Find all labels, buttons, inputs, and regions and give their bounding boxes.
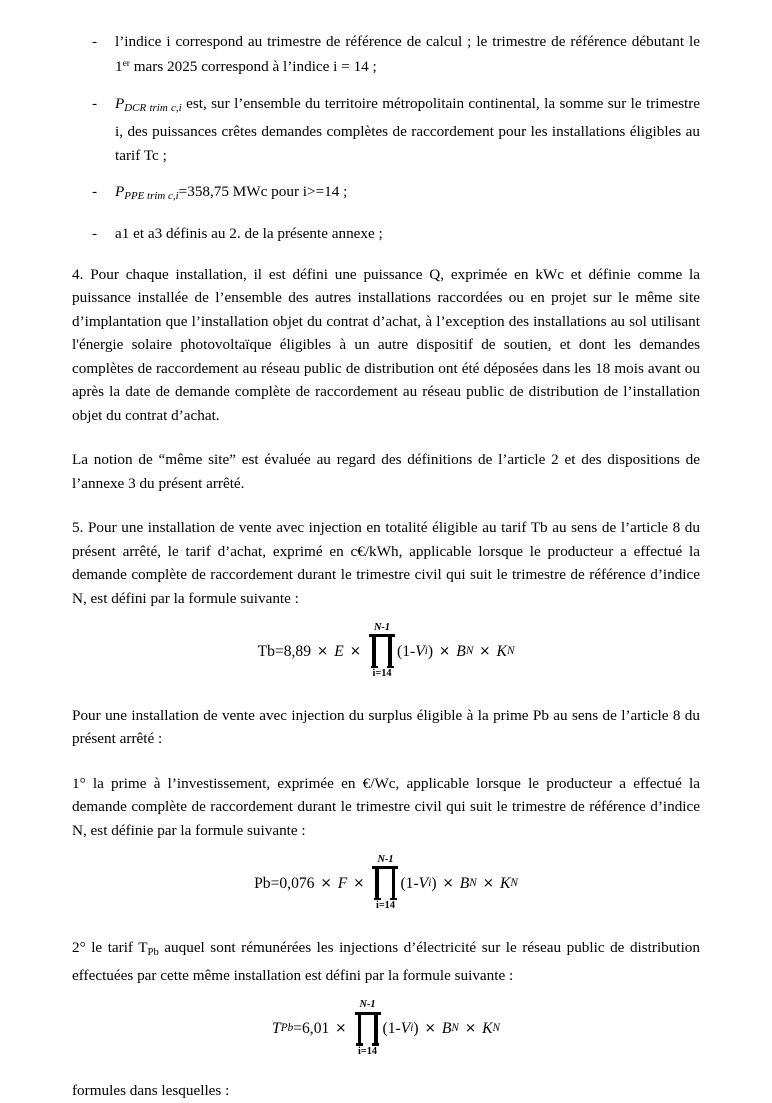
product-operator-icon	[355, 1000, 381, 1057]
formula-tb-var-e: E	[334, 642, 344, 660]
paragraph-meme-site: La notion de “même site” est évaluée au regard des définitions de l’article 2 et des dispositions de l’annexe 3 du présent arrêté.	[72, 451, 700, 492]
formula-tb-b-base: B	[456, 642, 466, 660]
bullet-text-part-2: mars 2025 correspond à l’indice i = 14 ;	[129, 58, 377, 76]
product-upper-limit: N-1	[377, 854, 394, 866]
product-lower-limit: i=14	[375, 900, 395, 912]
multiply-icon: ×	[464, 1021, 477, 1037]
bullet-text-indice-i	[115, 33, 700, 75]
multiply-icon: ×	[439, 643, 451, 659]
formula-tb-b-sub: N	[465, 644, 474, 657]
bullet-text-ppe	[115, 183, 348, 203]
formula-pb-lhs: Pb=	[254, 874, 280, 892]
list-item	[72, 222, 700, 246]
symbol-p-ppe-subscript: PPE trim c,i	[124, 190, 179, 203]
paragraph-1deg-prime-investissement: 1° la prime à l’investissement, exprimée en €/Wc, applicable lorsque le producteur a effectué la demande complète de raccordement durant le trimestre civil qui suit le trimestre de référence d’indice N, est définie par la formule suivante :	[72, 774, 700, 839]
bullet-dash-icon: -	[92, 225, 98, 243]
definition-bullet-list	[72, 30, 700, 246]
multiply-icon: ×	[349, 643, 361, 659]
symbol-p-dcr-subscript: DCR trim c,i	[124, 101, 182, 114]
formula-pb-b-sub: N	[469, 876, 477, 889]
multiply-icon: ×	[335, 1021, 347, 1037]
bullet-dash-icon: -	[92, 94, 98, 112]
symbol-p-ppe-base: P	[115, 183, 125, 201]
paragraph-5-tarif-tb: 5. Pour une installation de vente avec injection en totalité éligible au tarif Tb au sens de l’article 8 du présent arrêté, le tarif d’achat, exprimé en c€/kWh, applicable lorsque le producteur a effectué la demande complète de raccordement durant le trimestre civil qui suit le trimestre de référence d’indice N, est défini par la formule suivante :	[72, 519, 700, 607]
formula-pb-term-var-sub: i	[428, 876, 432, 889]
bullet-dash-icon: -	[92, 183, 98, 201]
formula-tb-k-base: K	[496, 642, 507, 660]
bullet-text-body: est, sur l’ensemble du territoire métropolitain continental, la somme sur le trimestre i, des puissances crêtes demandes complètes de raccordement pour les installations éligibles au tarif Tc ;	[115, 94, 700, 164]
symbol-p-dcr-base: P	[115, 94, 125, 112]
multiply-icon: ×	[442, 875, 454, 891]
formula-tpb-coefficient: 6,01	[302, 1019, 330, 1037]
formula-tpb-k-sub: N	[492, 1022, 500, 1035]
bullet-text-a1-a3: a1 et a3 définis au 2. de la présente annexe ;	[115, 225, 383, 243]
formula-pb-term-var: V	[418, 874, 429, 892]
formula-tpb-term-open: (1-	[382, 1019, 401, 1037]
paragraph-2deg-part-1: 2° le tarif T	[72, 938, 148, 956]
bullet-text-body: =358,75 MWc pour i>=14 ;	[178, 183, 348, 201]
bullet-text-part-1: l’indice i correspond au trimestre de référence de calcul ; le trimestre de référence débutant le 1	[115, 33, 700, 76]
list-item	[72, 180, 700, 209]
formula-tpb-lhs-base: T	[272, 1019, 281, 1037]
formula-tb-term-var-sub: i	[424, 644, 428, 657]
product-symbol-glyph	[369, 634, 395, 668]
formula-tb-lhs: Tb=	[257, 642, 284, 660]
formula-pb-term-open: (1-	[400, 874, 419, 892]
formula-pb-k-base: K	[500, 874, 511, 892]
formula-tpb-b-base: B	[441, 1019, 452, 1037]
multiply-icon: ×	[482, 875, 494, 891]
formula-tpb-term-var: V	[400, 1019, 411, 1037]
paragraph-surplus-prime-pb: Pour une installation de vente avec injection du surplus éligible à la prime Pb au sens de l’article 8 du présent arrêté :	[72, 706, 700, 748]
formula-tpb-equals: =	[293, 1019, 302, 1037]
formula-tb-term-var: V	[415, 642, 425, 660]
paragraph-2deg-tarif-tpb	[72, 936, 700, 988]
formula-tb-k-sub: N	[506, 644, 515, 657]
formula-pb-k-sub: N	[510, 876, 518, 889]
product-lower-limit: i=14	[358, 1045, 378, 1057]
multiply-icon: ×	[479, 643, 491, 659]
formula-tb	[72, 623, 700, 680]
product-operator-icon	[372, 855, 398, 912]
formula-tpb-term-close: )	[413, 1019, 419, 1037]
formula-pb	[72, 855, 700, 912]
formula-tb-term-open: (1-	[397, 642, 416, 660]
product-symbol-glyph	[372, 866, 398, 900]
product-upper-limit: N-1	[374, 622, 390, 634]
formula-tpb-b-sub: N	[451, 1022, 459, 1035]
paragraph-4-puissance-q: 4. Pour chaque installation, il est défini une puissance Q, exprimée en kWc et définie comme la puissance installée de l’ensemble des autres installations raccordées ou en projet sur le même site d’implantation que l’installation objet du contrat d’achat, à l’exception des installations au sol utilisant l'énergie solaire photovoltaïque éligibles à un autre dispositif de soutien, et dont les demandes complètes de raccordement au réseau public de distribution ont été déposées dans les 18 mois avant ou après la date de demande complète de raccordement au réseau public de distribution de l’installation objet du contrat d’achat.	[72, 265, 700, 424]
formula-tpb-k-base: K	[482, 1019, 493, 1037]
product-lower-limit: i=14	[372, 668, 392, 680]
bullet-dash-icon: -	[92, 33, 98, 50]
multiply-icon: ×	[320, 875, 332, 891]
formula-tpb	[72, 1000, 700, 1057]
list-item	[72, 30, 700, 79]
list-item	[72, 92, 700, 168]
bullet-text-pdcr	[115, 95, 700, 164]
formula-pb-var-f: F	[337, 874, 348, 892]
multiply-icon: ×	[353, 875, 365, 891]
product-upper-limit: N-1	[359, 999, 376, 1011]
ordinal-superscript: er	[122, 59, 130, 70]
paragraph-2deg-part-2: auquel sont rémunérées les injections d’électricité sur le réseau public de distribution effectuées par cette même installation est défini par la formule suivante :	[72, 938, 700, 984]
product-symbol-glyph	[355, 1012, 381, 1046]
formula-pb-b-base: B	[459, 874, 470, 892]
product-operator-icon	[369, 623, 395, 680]
formula-pb-coefficient: 0,076	[279, 874, 315, 892]
paragraph-formules-dans-lesquelles: formules dans lesquelles :	[72, 1082, 230, 1100]
formula-tb-term-close: )	[427, 642, 434, 660]
multiply-icon: ×	[424, 1021, 436, 1037]
formula-tb-coefficient: 8,89	[283, 642, 311, 660]
formula-pb-term-close: )	[431, 874, 437, 892]
tpb-subscript: Pb	[147, 946, 159, 958]
formula-tpb-lhs-sub: Pb	[280, 1022, 294, 1035]
formula-tpb-term-var-sub: i	[410, 1022, 414, 1035]
multiply-icon: ×	[317, 643, 329, 659]
